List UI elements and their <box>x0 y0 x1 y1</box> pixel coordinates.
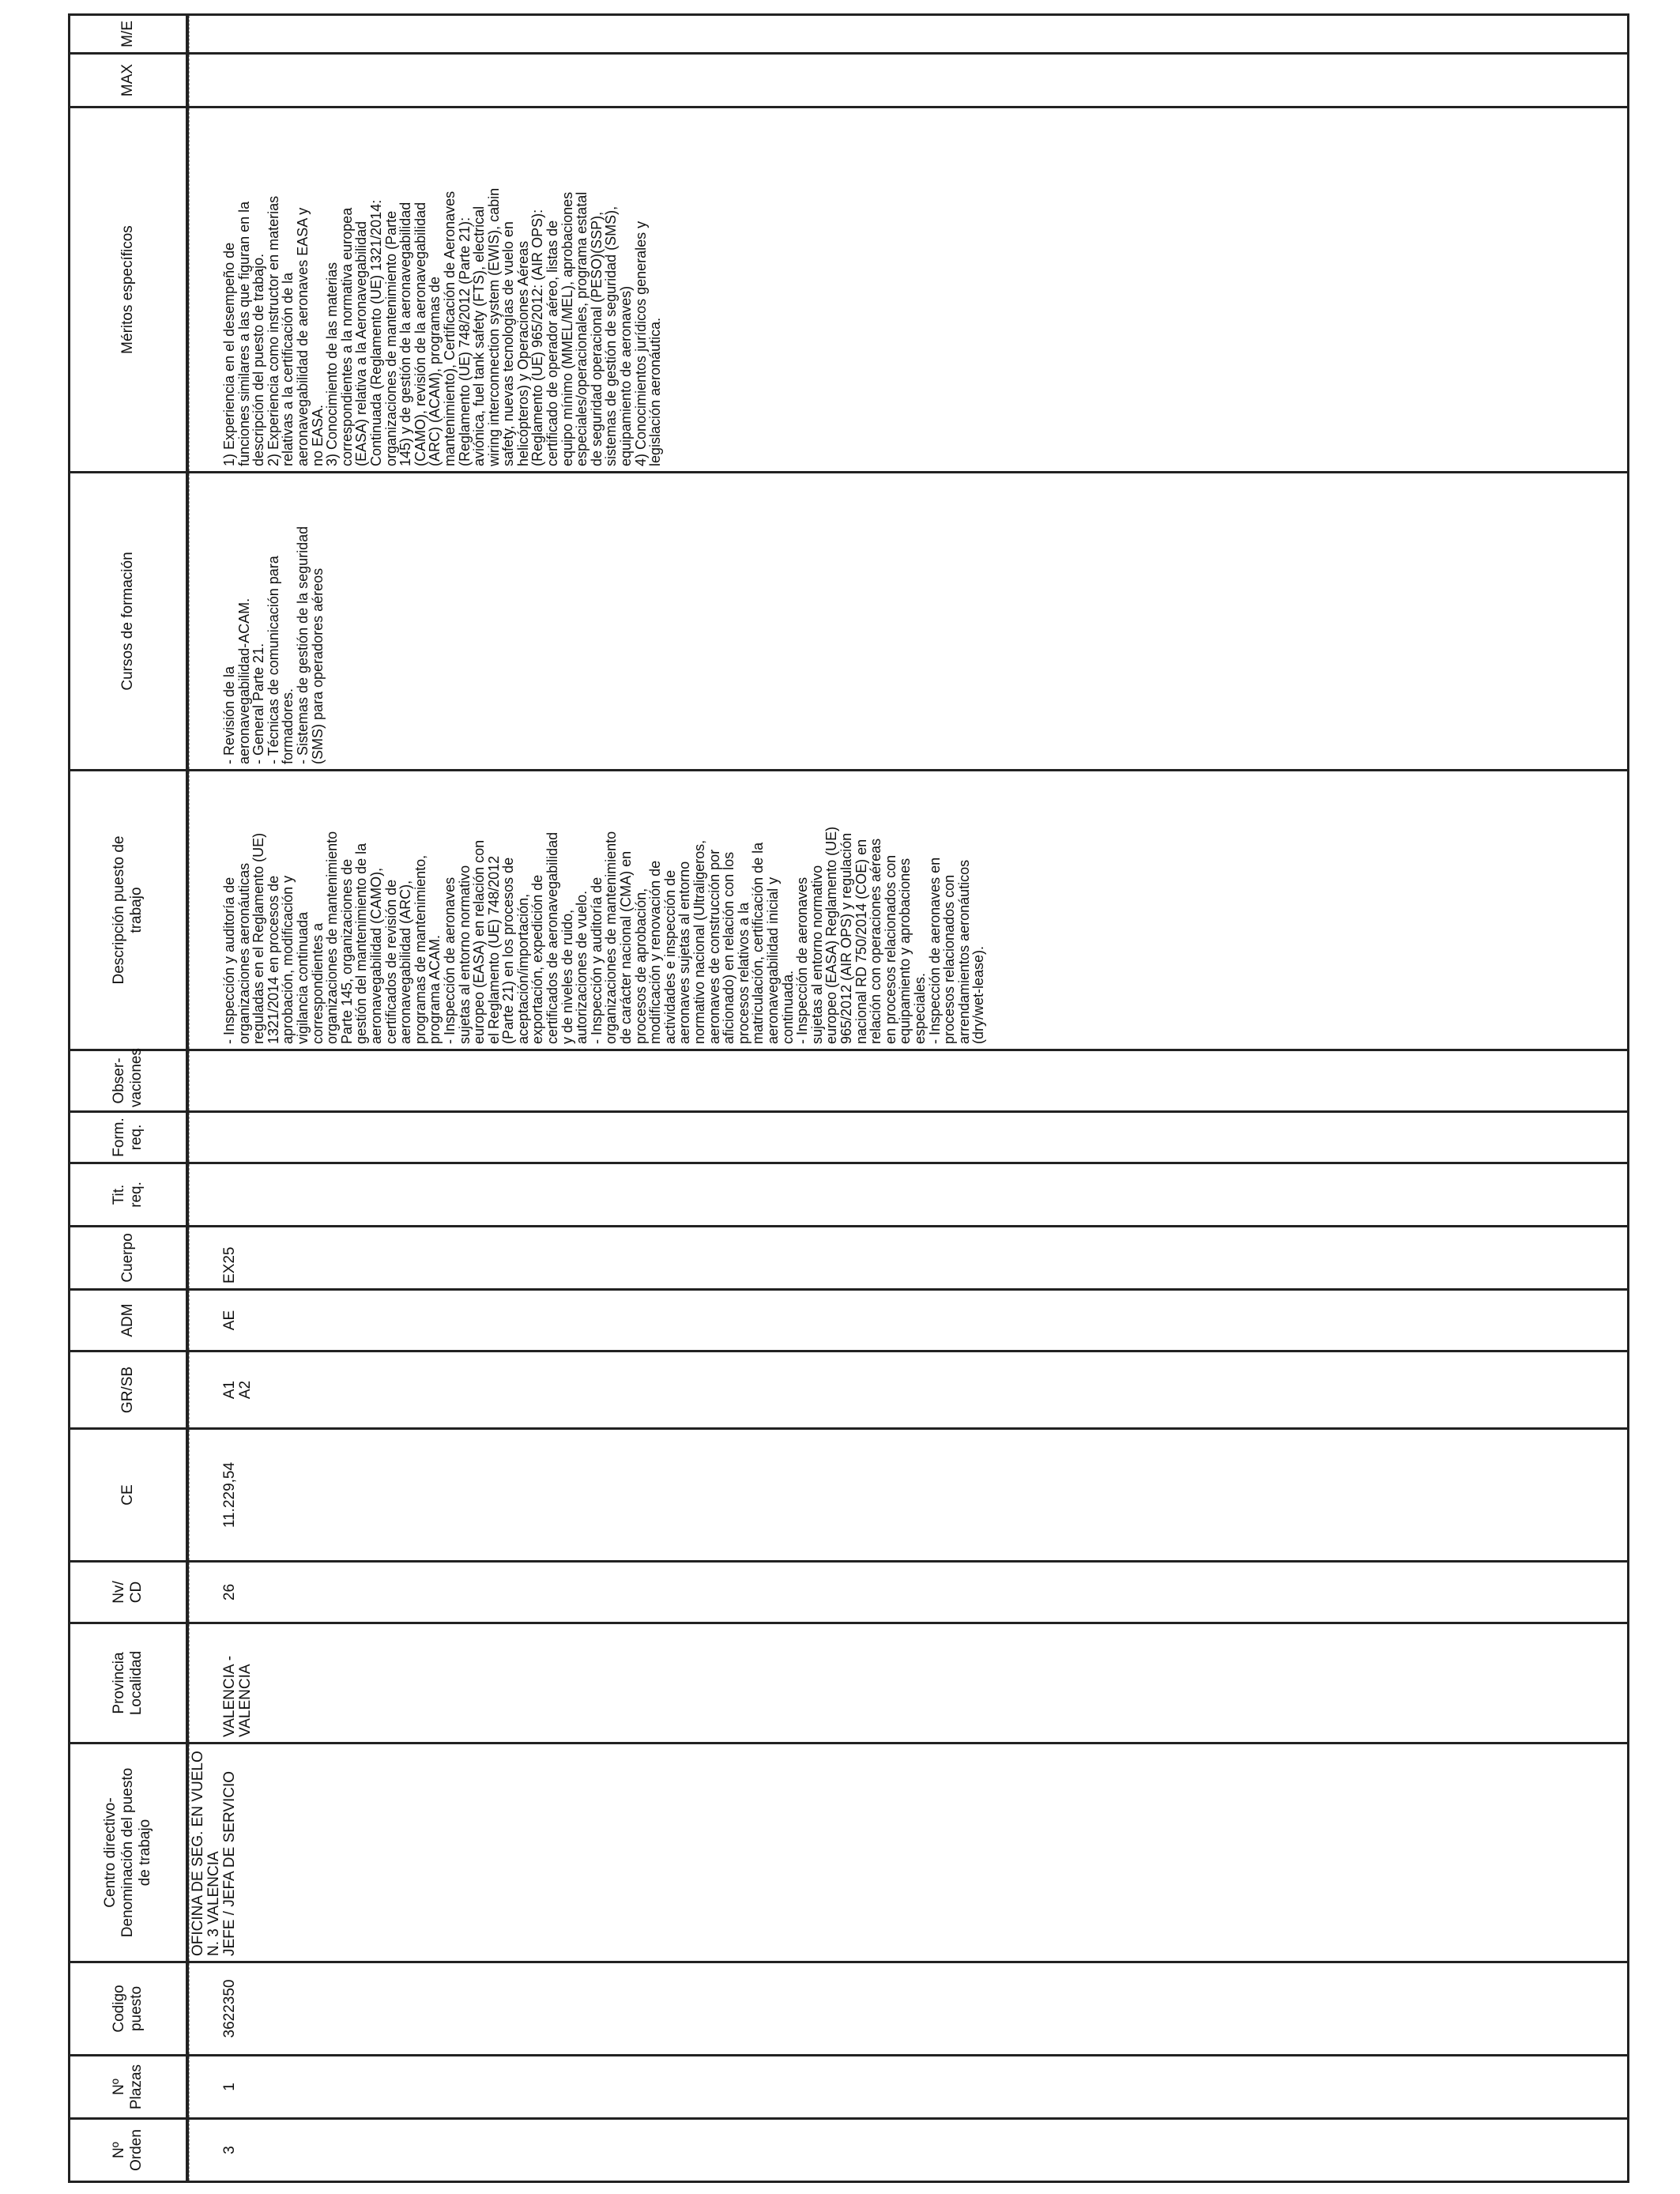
header-observaciones: Obser- vaciones <box>70 1050 188 1112</box>
header-plazas: Nº Plazas <box>70 2056 188 2119</box>
cell-nivel <box>187 1562 1629 1623</box>
cell-formacion <box>187 1112 1629 1163</box>
cell-orden <box>187 2119 1629 2182</box>
header-max: MAX <box>70 54 188 107</box>
cell-descripcion <box>187 771 1629 1050</box>
header-titulacion: Tit. req. <box>70 1163 188 1227</box>
plazas-value: 1 <box>221 2083 238 2091</box>
nivel-value: 26 <box>221 1583 238 1601</box>
header-meritos: Méritos específicos <box>70 107 188 473</box>
header-centro: Centro directivo- Denominación del puesto de trabajo <box>70 1744 188 1962</box>
provincia-value: VALENCIA - VALENCIA <box>221 1655 254 1737</box>
cell-provincia <box>187 1623 1629 1744</box>
header-codigo: Codigo puesto <box>70 1962 188 2056</box>
codigo-value: 3622350 <box>221 1979 238 2038</box>
adm-value: AE <box>221 1310 238 1331</box>
header-provincia: Provincia Localidad <box>70 1623 188 1744</box>
job-positions-table <box>68 13 1629 2183</box>
header-ce: CE <box>70 1429 188 1562</box>
cell-plazas <box>187 2056 1629 2119</box>
header-grupo: GR/SB <box>70 1351 188 1429</box>
ce-value: 11.229,54 <box>221 1461 238 1529</box>
descripcion-value: - Inspección y auditoría de organizaciones aeronáuticas reguladas en el Reglamento (UE) 1321/2014 en procesos de aprobación, modificación y vigilancia continuada correspondientes a organizaciones de mantenimiento Parte 145, organizaciones de gestión del mantenimiento de la aeronavegabilidad (CAMO), certificados de revisión de aeronavegabilidad (ARC), programas de mantenimiento, programa ACAM. - Inspección de aeronaves sujetas al entorno normativo europeo (EASA) en relación con el Reglamento (UE) 748/2012 (Parte 21) en los procesos de aceptación/importación, exportación, expedición de certificados de aeronavegabilidad y de niveles de ruido, autorizaciones de vuelo. - Inspección y auditoría de organizaciones de mantenimiento de carácter nacional (CMA) en procesos de aprobación, modificación y renovación de actividades e inspección de aeronaves sujetas al entorno normativo nacional (Ultraligeros, aeronaves de construcción por aficionado) en relación con los procesos relativos a la matriculación, certificación de la aeronavegabilidad inicial y continuada. - Inspección de aeronaves sujetas al entorno normativo europeo (EASA) Reglamento (UE) 965/2012 (AIR OPS) y regulación nacional RD 750/2014 (COE) en relación con operaciones aéreas en procesos relacionados con equipamiento y aprobaciones especiales. - Inspección de aeronaves en procesos relacionados con arrendamientos aeronáuticos (dry/wet-lease). <box>221 826 987 1044</box>
header-row <box>70 15 188 2182</box>
cell-me <box>187 15 1629 54</box>
cell-meritos <box>187 107 1629 473</box>
meritos-value: 1) Experiencia en el desempeño de funciones similares a las que figuran en la descripción del puesto de trabajo. 2) Experiencia como instructor en materias relativas a la certificación de la aeronavegabilidad de aeronaves EASA y no EASA. 3) Conocimiento de las materias correspondientes a la normativa europea (EASA) relativa a la Aeronavegabilidad Continuada (Reglamento (UE) 1321/2014: organizaciones de mantenimiento (Parte 145) y de gestión de la aeronavegabilidad (CAMO), revisión de la aeronavegabilidad (ARC) (ACAM), programas de mantenimiento), Certificación de Aeronaves (Reglamento (UE) 748/2012 (Parte 21): aviónica, fuel tank safety (FTS), electrical wiring interconnection system (EWIS), cabin safety, nuevas tecnologías de vuelo en helicópteros) y Operaciones Aéreas (Reglamento (UE) 965/2012: (AIR OPS): certificado de operador aéreo, listas de equipo mínimo (MMEL/MEL), aprobaciones especiales/operacionales, programa estatal de seguridad operacional (PESO)(SSP), sistemas de gestión de seguridad (SMS), equipamiento de aeronaves) 4) Conocimientos jurídicos generales y legislación aeronáutica. <box>221 187 664 466</box>
header-cursos: Cursos de formación <box>70 473 188 771</box>
cell-grupo <box>187 1351 1629 1429</box>
cell-max <box>187 54 1629 107</box>
cell-adm <box>187 1290 1629 1351</box>
header-formacion: Form. req. <box>70 1112 188 1163</box>
cell-cuerpo <box>187 1227 1629 1290</box>
cell-titulacion <box>187 1163 1629 1227</box>
header-nivel: Nv/ CD <box>70 1562 188 1623</box>
cell-cursos <box>187 473 1629 771</box>
header-cuerpo: Cuerpo <box>70 1227 188 1290</box>
cell-observaciones <box>187 1050 1629 1112</box>
cell-centro <box>187 1744 1629 1962</box>
table-row <box>187 15 1629 2182</box>
cell-ce <box>187 1429 1629 1562</box>
header-adm: ADM <box>70 1290 188 1351</box>
cell-codigo <box>187 1962 1629 2056</box>
cuerpo-value: EX25 <box>221 1246 238 1284</box>
orden-value: 3 <box>221 2146 238 2154</box>
grupo-value: A1 A2 <box>221 1380 254 1400</box>
header-descripcion: Descripción puesto de trabajo <box>70 771 188 1050</box>
header-me: M/E <box>70 15 188 54</box>
header-orden: Nº Orden <box>70 2119 188 2182</box>
cursos-value: - Revisión de la aeronavegabilidad-ACAM. - General Parte 21. - Técnicas de comunicación para formadores. - Sistemas de gestión de la seguridad (SMS) para operadores aéreos <box>221 526 326 764</box>
centro-value: OFICINA DE SEG. EN VUELO N. 3 VALENCIA JEFE / JEFA DE SERVICIO <box>190 1751 238 1956</box>
